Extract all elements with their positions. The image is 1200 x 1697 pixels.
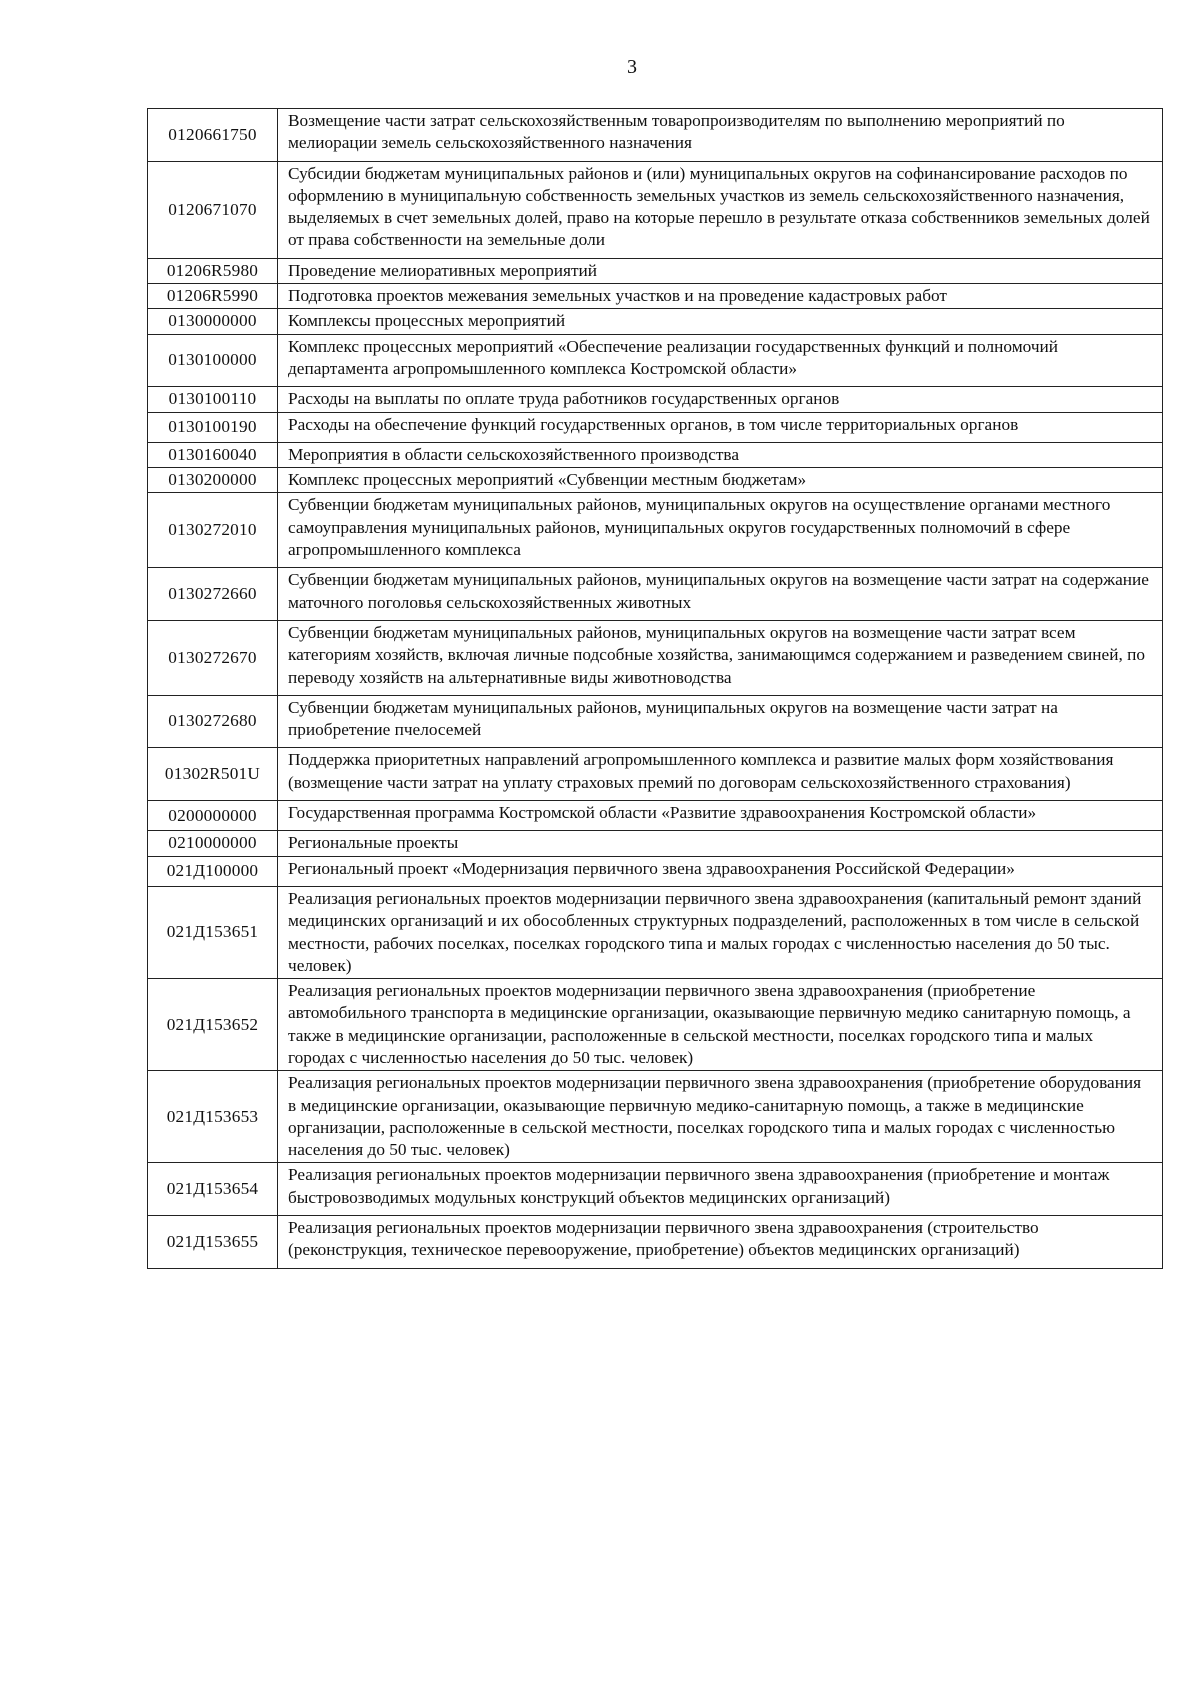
- table-row: [148, 801, 1163, 831]
- row-name-cell: Подготовка проектов межевания земельных участков и на проведение кадастровых работ: [278, 284, 1163, 309]
- table-row: [148, 412, 1163, 442]
- table-row: [148, 161, 1163, 258]
- table-row: [148, 493, 1163, 568]
- table-row: [148, 568, 1163, 621]
- row-code-cell: 021Д153654: [148, 1163, 278, 1216]
- row-code-cell: 021Д153655: [148, 1216, 278, 1269]
- row-name-cell: Реализация региональных проектов модернизации первичного звена здравоохранения (капитальный ремонт зданий медицинских организаций и их обособленных структурных подразделений, расположенных в том числе в сельской местности, рабочих поселках, поселках городского типа и малых городах с численностью населения до 50 тыс. человек): [278, 886, 1163, 978]
- table-body: [148, 109, 1163, 1269]
- row-code-cell: 0210000000: [148, 831, 278, 856]
- page-number: 3: [627, 56, 637, 78]
- row-code-cell: 0130272010: [148, 493, 278, 568]
- table-row: [148, 856, 1163, 886]
- row-code-cell: 0130272670: [148, 620, 278, 695]
- row-code-cell: 021Д153652: [148, 979, 278, 1071]
- table-row: [148, 831, 1163, 856]
- table-row: [148, 1163, 1163, 1216]
- row-code-cell: 021Д100000: [148, 856, 278, 886]
- budget-classification-table: [147, 108, 1163, 1269]
- row-name-cell: Субсидии бюджетам муниципальных районов и (или) муниципальных округов на софинансирование расходов по оформлению в муниципальную собственность земельных участков из земель сельскохозяйственного назначения, выделяемых в счет земельных долей, право на которые перешло в результате отказа собственников земельных долей от права собственности на земельные доли: [278, 161, 1163, 258]
- table-row: [148, 620, 1163, 695]
- row-name-cell: Субвенции бюджетам муниципальных районов, муниципальных округов на возмещение части затрат на содержание маточного поголовья сельскохозяйственных животных: [278, 568, 1163, 621]
- row-name-cell: Расходы на выплаты по оплате труда работников государственных органов: [278, 387, 1163, 412]
- row-name-cell: Государственная программа Костромской области «Развитие здравоохранения Костромской области»: [278, 801, 1163, 831]
- row-code-cell: 0130000000: [148, 309, 278, 334]
- row-name-cell: Субвенции бюджетам муниципальных районов, муниципальных округов на возмещение части затрат на приобретение пчелосемей: [278, 695, 1163, 748]
- row-name-cell: Проведение мелиоративных мероприятий: [278, 258, 1163, 283]
- row-name-cell: Региональный проект «Модернизация первичного звена здравоохранения Российской Федерации»: [278, 856, 1163, 886]
- row-name-cell: Реализация региональных проектов модернизации первичного звена здравоохранения (приобретение и монтаж быстровозводимых модульных конструкций объектов медицинских организаций): [278, 1163, 1163, 1216]
- row-name-cell: Субвенции бюджетам муниципальных районов, муниципальных округов на возмещение части затрат всем категориям хозяйств, включая личные подсобные хозяйства, занимающимся содержанием и разведением свиней, по переводу хозяйств на альтернативные виды животноводства: [278, 620, 1163, 695]
- row-code-cell: 0120671070: [148, 161, 278, 258]
- row-name-cell: Реализация региональных проектов модернизации первичного звена здравоохранения (приобретение оборудования в медицинские организации, оказывающие первичную медико-санитарную помощь, а также в медицинские организации, расположенные в сельской местности, поселках городского типа и малых городах с численностью населения до 50 тыс. человек): [278, 1071, 1163, 1163]
- row-code-cell: 0130100190: [148, 412, 278, 442]
- table-row: [148, 695, 1163, 748]
- row-name-cell: Комплекс процессных мероприятий «Субвенции местным бюджетам»: [278, 468, 1163, 493]
- row-code-cell: 0120661750: [148, 109, 278, 162]
- row-code-cell: 0130100000: [148, 334, 278, 387]
- table-row: [148, 1071, 1163, 1163]
- row-name-cell: Региональные проекты: [278, 831, 1163, 856]
- table-row: [148, 284, 1163, 309]
- table-row: [148, 886, 1163, 978]
- row-code-cell: 0130200000: [148, 468, 278, 493]
- row-name-cell: Мероприятия в области сельскохозяйственного производства: [278, 442, 1163, 467]
- table-row: [148, 387, 1163, 412]
- table-row: [148, 442, 1163, 467]
- row-code-cell: 021Д153653: [148, 1071, 278, 1163]
- row-code-cell: 01302R501U: [148, 748, 278, 801]
- row-code-cell: 0130272660: [148, 568, 278, 621]
- row-code-cell: 0130100110: [148, 387, 278, 412]
- row-name-cell: Субвенции бюджетам муниципальных районов, муниципальных округов на осуществление органами местного самоуправления муниципальных районов, муниципальных округов государственных полномочий в сфере агропромышленного комплекса: [278, 493, 1163, 568]
- row-name-cell: Возмещение части затрат сельскохозяйственным товаропроизводителям по выполнению мероприятий по мелиорации земель сельскохозяйственного назначения: [278, 109, 1163, 162]
- row-name-cell: Реализация региональных проектов модернизации первичного звена здравоохранения (строительство (реконструкция, техническое перевооружение, приобретение) объектов медицинских организаций): [278, 1216, 1163, 1269]
- table-row: [148, 309, 1163, 334]
- table-row: [148, 468, 1163, 493]
- row-name-cell: Реализация региональных проектов модернизации первичного звена здравоохранения (приобретение автомобильного транспорта в медицинские организации, оказывающие первичную медико санитарную помощь, а также в медицинские организации, расположенные в сельской местности, поселках городского типа и малых городах с численностью населения до 50 тыс. человек): [278, 979, 1163, 1071]
- table-row: [148, 979, 1163, 1071]
- row-name-cell: Поддержка приоритетных направлений агропромышленного комплекса и развитие малых форм хозяйствования (возмещение части затрат на уплату страховых премий по договорам сельскохозяйственного страхования): [278, 748, 1163, 801]
- row-code-cell: 0200000000: [148, 801, 278, 831]
- row-name-cell: Расходы на обеспечение функций государственных органов, в том числе территориальных органов: [278, 412, 1163, 442]
- table-row: [148, 258, 1163, 283]
- table-row: [148, 748, 1163, 801]
- table-row: [148, 109, 1163, 162]
- row-name-cell: Комплексы процессных мероприятий: [278, 309, 1163, 334]
- row-code-cell: 01206R5990: [148, 284, 278, 309]
- row-code-cell: 0130160040: [148, 442, 278, 467]
- row-code-cell: 0130272680: [148, 695, 278, 748]
- row-code-cell: 021Д153651: [148, 886, 278, 978]
- row-code-cell: 01206R5980: [148, 258, 278, 283]
- table-row: [148, 334, 1163, 387]
- table-row: [148, 1216, 1163, 1269]
- row-name-cell: Комплекс процессных мероприятий «Обеспечение реализации государственных функций и полномочий департамента агропромышленного комплекса Костромской области»: [278, 334, 1163, 387]
